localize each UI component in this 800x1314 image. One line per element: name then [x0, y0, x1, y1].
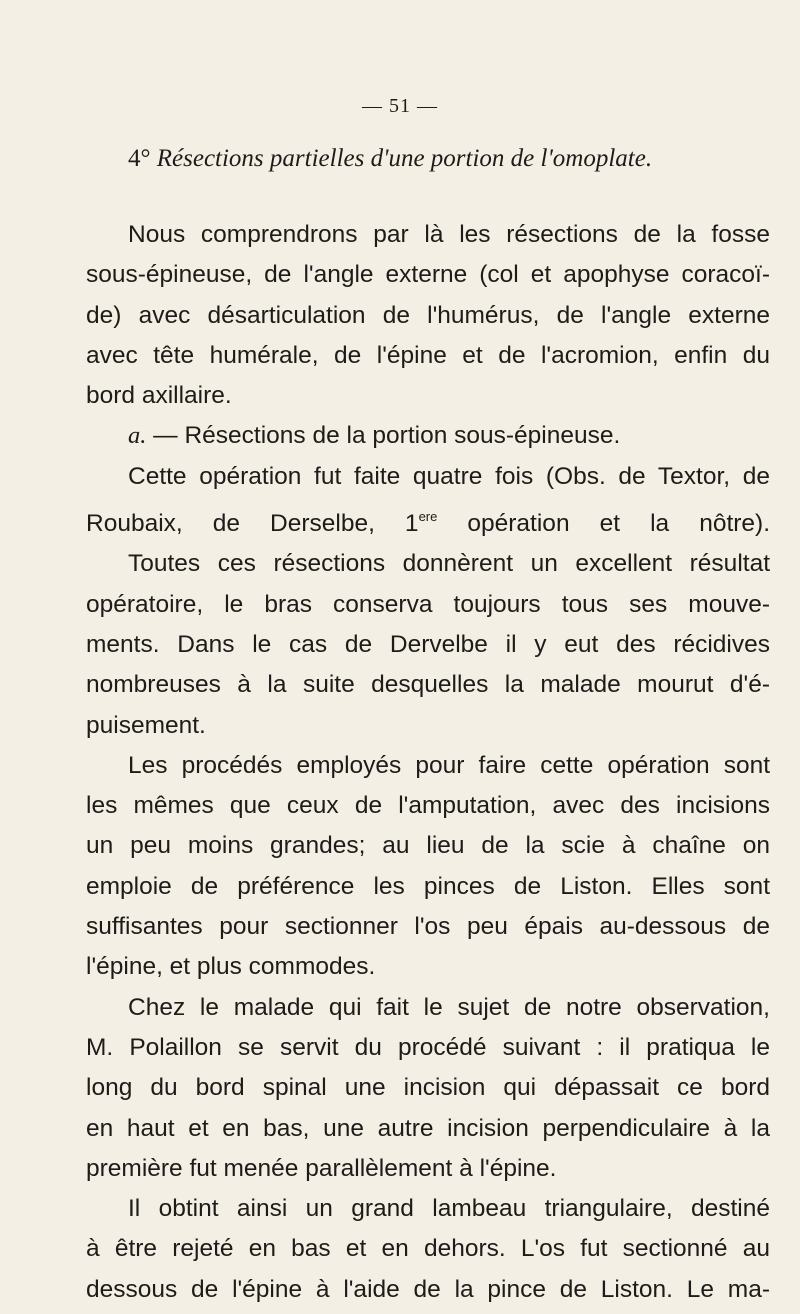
text-line: emploie de préférence les pinces de Liston. Elles sont: [86, 872, 770, 900]
text-line: opératoire, le bras conserva toujours tous ses mouve-: [86, 590, 770, 618]
text-line: bord axillaire.: [86, 382, 232, 410]
text-line: en haut et en bas, une autre incision perpendiculaire à la: [86, 1114, 770, 1142]
text-line: Les procédés employés pour faire cette opération sont: [128, 751, 770, 779]
text-line: long du bord spinal une incision qui dépassait ce bord: [86, 1074, 770, 1102]
text-line: sous-épineuse, de l'angle externe (col et apophyse coracoï-: [86, 261, 770, 289]
text-line: Toutes ces résections donnèrent un excellent résultat: [128, 550, 770, 578]
body-text: [86, 215, 770, 1310]
subsection-label: a.: [128, 422, 147, 450]
text-line: première fut menée parallèlement à l'épine.: [86, 1154, 557, 1182]
text-line: nombreuses à la suite desquelles la malade mourut d'é-: [86, 671, 770, 699]
text-line: avec tête humérale, de l'épine et de l'acromion, enfin du: [86, 341, 770, 369]
text-line: de) avec désarticulation de l'humérus, de l'angle externe: [86, 301, 770, 329]
text-line: Cette opération fut faite quatre fois (Obs. de Textor, de: [128, 462, 770, 490]
text-line: ments. Dans le cas de Dervelbe il y eut des récidives: [86, 630, 770, 658]
text-fragment: Roubaix, de Derselbe, 1: [86, 510, 419, 538]
text-line: Il obtint ainsi un grand lambeau triangulaire, destiné: [128, 1195, 770, 1223]
text-line: les mêmes que ceux de l'amputation, avec des incisions: [86, 792, 770, 820]
text-line: à être rejeté en bas et en dehors. L'os fut sectionné au: [86, 1235, 770, 1263]
section-number: 4°: [128, 145, 157, 172]
page-number: — 51 —: [362, 95, 438, 117]
text-line: puisement.: [86, 711, 206, 739]
text-fragment: opération et la nôtre).: [437, 510, 770, 538]
text-line-with-superscript: [86, 497, 770, 544]
superscript: ere: [418, 509, 438, 525]
text-line: Nous comprendrons par là les résections de la fosse: [128, 221, 770, 248]
text-line: Chez le malade qui fait le sujet de notre observation,: [128, 993, 770, 1021]
text-line: un peu moins grandes; au lieu de la scie à chaîne on: [86, 832, 770, 860]
text-line: suffisantes pour sectionner l'os peu épais au-dessous de: [86, 913, 770, 941]
subsection-line: [86, 416, 770, 456]
text-line: dessous de l'épine à l'aide de la pince de Liston. Le ma-: [86, 1275, 770, 1303]
subsection-title: — Résections de la portion sous-épineuse.: [146, 422, 621, 450]
text-line: M. Polaillon se servit du procédé suivant : il pratiqua le: [86, 1033, 770, 1061]
text-line: l'épine, et plus commodes.: [86, 953, 376, 981]
section-heading: [128, 145, 652, 173]
section-title: Résections partielles d'une portion de l'omoplate.: [156, 145, 653, 172]
